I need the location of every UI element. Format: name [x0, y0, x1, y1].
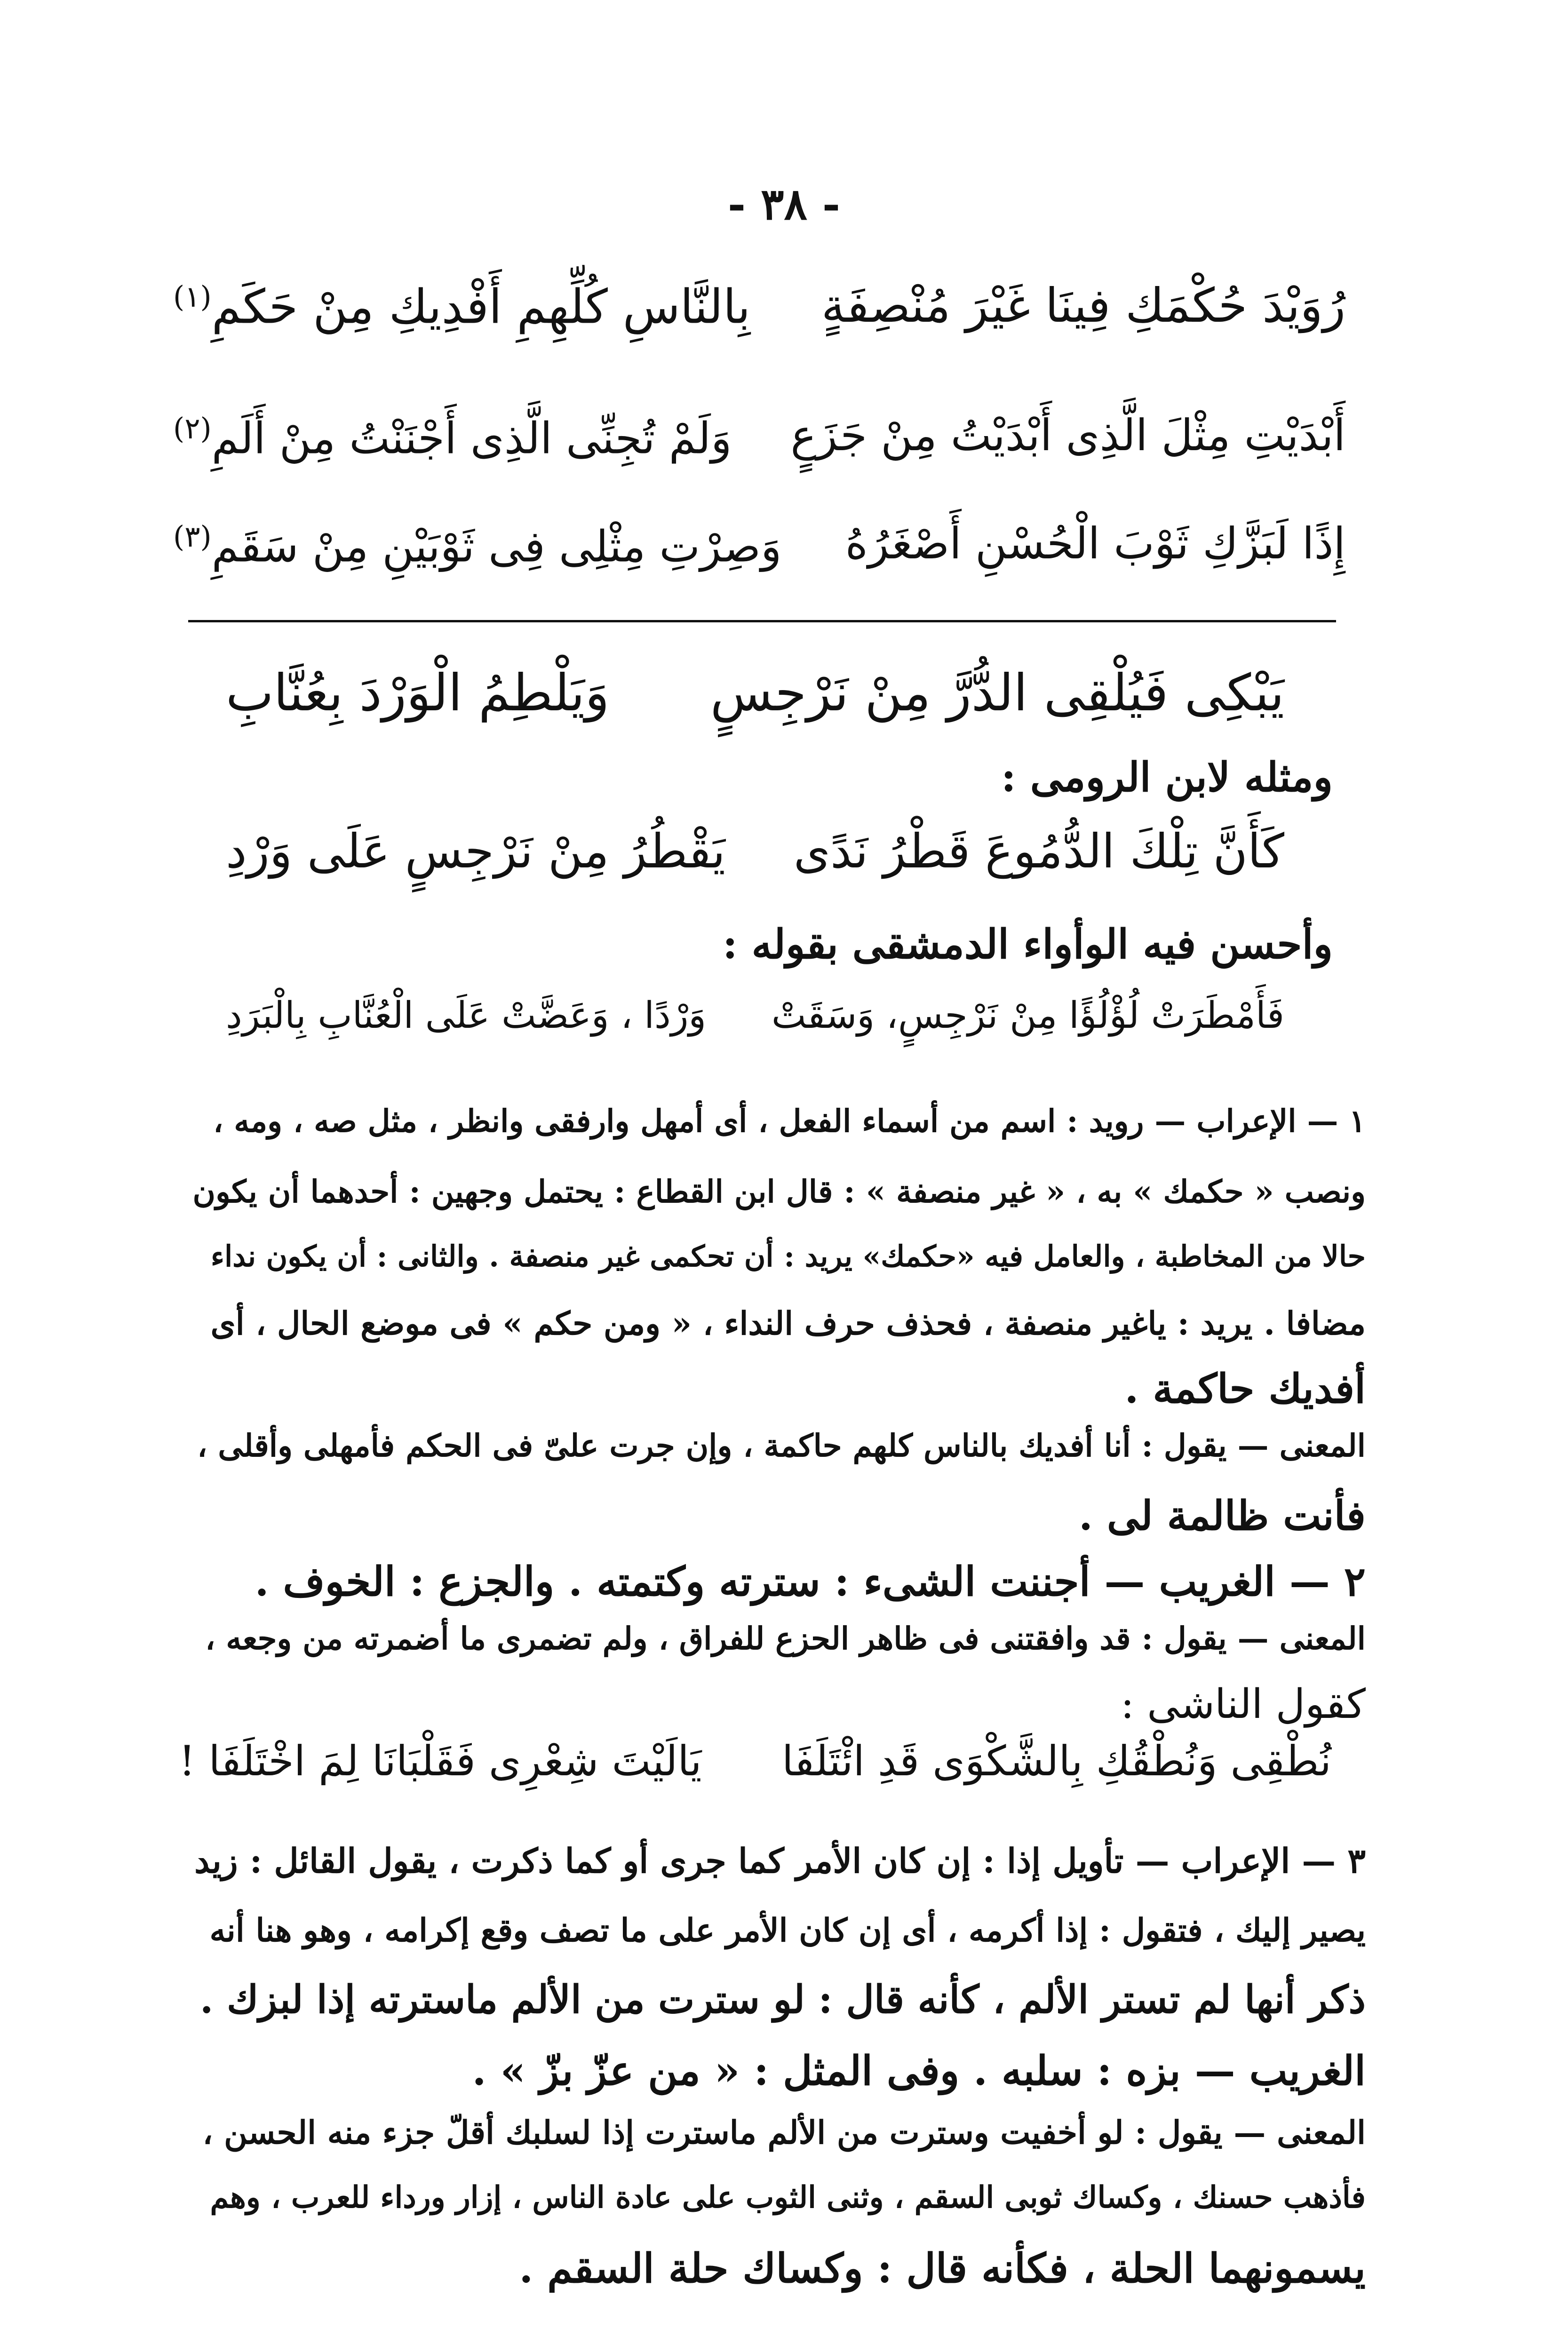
- page-number: - ٣٨ -: [727, 179, 841, 230]
- note-1-line-3: حالا من المخاطبة ، والعامل فيه «حكمك» يريد : أن تحكمى غير منصفة . والثانى : أن يكون نداء: [210, 1239, 1366, 1273]
- verse-3: [169, 518, 1345, 583]
- note-1-line-5: أفديك حاكمة .: [1124, 1365, 1366, 1413]
- quoted-verse-2-right: كَأَنَّ تِلْكَ الدُّمُوعَ قَطْرُ نَدًى: [793, 824, 1284, 879]
- note-2-meaning-line-1: المعنى — يقول : قد وافقتنى فى ظاهر الحزع للفراق ، ولم تضمرى ما أضمرته من وجعه ،: [205, 1620, 1366, 1657]
- footnote-ref-2: (٢): [173, 411, 212, 445]
- verse-3-left-hemistich: [169, 519, 782, 572]
- verse-3-right-hemistich: إِذًا لَبَزَّكِ ثَوْبَ الْحُسْنِ أَصْغَرُهُ: [845, 518, 1345, 569]
- separator-rule: [188, 620, 1336, 622]
- quoted-verse-1-left: وَيَلْطِمُ الْوَرْدَ بِعُنَّابِ: [226, 664, 610, 723]
- verse-2: [169, 410, 1345, 475]
- note-1-line-2: ونصب « حكمك » به ، « غير منصفة » : قال ابن القطاع : يحتمل وجهين : أحدهما أن يكون: [192, 1173, 1366, 1210]
- quoted-verse-2: [226, 824, 1284, 889]
- note-3-meaning-line-1: المعنى — يقول : لو أخفيت وسترت من الألم ماسترت إذا لسلبك أقلّ جزء منه الحسن ،: [202, 2114, 1366, 2152]
- verse-3-left-text: وَصِرْتِ مِثْلِى فِى ثَوْبَيْنِ مِنْ سَقَمِ: [211, 521, 782, 572]
- note-3-line-2: يصير إليك ، فتقول : إذا أكرمه ، أى إن كان الأمر على ما تصف وقع إكرامه ، وهو هنا أنه: [209, 1912, 1366, 1949]
- note-3-line-3: ذكر أنها لم تستر الألم ، كأنه قال : لو سترت من الألم ماسترته إذا لبزك .: [199, 1977, 1366, 2022]
- note-1-line-4: مضافا . يريد : ياغير منصفة ، فحذف حرف النداء ، « ومن حكم » فى موضع الحال ، أى: [210, 1305, 1366, 1343]
- intro-ibn-rumi: ومثله لابن الرومى :: [1001, 754, 1333, 801]
- footnote-ref-3: (٣): [173, 519, 212, 554]
- quoted-verse-3-left: وَرْدًا ، وَعَضَّتْ عَلَى الْعُنَّابِ بِالْبَرَدِ: [226, 994, 707, 1037]
- verse-2-left-text: وَلَمْ تُجِنِّى الَّذِى أَجْنَنْتُ مِنْ أَلَمِ: [211, 413, 732, 464]
- note-2-gloss: ٢ — الغريب — أجننت الشىء : سترته وكتمته . والجزع : الخوف .: [255, 1558, 1366, 1605]
- verse-1-right-hemistich: رُوَيْدَ حُكْمَكِ فِينَا غَيْرَ مُنْصِفَةٍ: [821, 278, 1345, 333]
- note-3-gloss: الغريب — بزه : سلبه . وفى المثل : « من عزّ بزّ » .: [472, 2047, 1366, 2095]
- verse-2-right-hemistich: أَبْدَيْتِ مِثْلَ الَّذِى أَبْدَيْتُ مِنْ جَزَعٍ: [790, 410, 1345, 461]
- note-3-line-1: ٣ — الإعراب — تأويل إذا : إن كان الأمر كما جرى أو كما ذكرت ، يقول القائل : زيد: [194, 1841, 1366, 1881]
- verse-1-left-text: بِالنَّاسِ كُلِّهِمِ أَفْدِيكِ مِنْ حَكَمِ: [211, 279, 751, 334]
- note-1-meaning-line-1: المعنى — يقول : أنا أفديك بالناس كلهم حاكمة ، وإن جرت علىّ فى الحكم فأمهلى وأقلى ،: [197, 1427, 1366, 1464]
- note-1-line-1: ١ — الإعراب — رويد : اسم من أسماء الفعل ، أى أمهل وارفقى وانظر ، مثل صه ، ومه ،: [213, 1103, 1366, 1139]
- note-3-meaning-line-3: يسمونهما الحلة ، فكأنه قال : وكساك حلة السقم .: [519, 2245, 1366, 2292]
- footnote-ref-1: (١): [173, 279, 212, 314]
- intro-wawa: وأحسن فيه الوأواء الدمشقى بقوله :: [722, 921, 1333, 968]
- quoted-verse-1: [226, 664, 1284, 729]
- quoted-verse-1-right: يَبْكِى فَيُلْقِى الدُّرَّ مِنْ نَرْجِسٍ: [710, 664, 1284, 723]
- quoted-verse-2-left: يَقْطُرُ مِنْ نَرْجِسٍ عَلَى وَرْدِ: [226, 824, 726, 879]
- inner-verse: [179, 1737, 1331, 1802]
- note-1-meaning-line-2: فأنت ظالمة لى .: [1078, 1492, 1366, 1540]
- quoted-verse-3-right: فَأَمْطَرَتْ لُؤْلُؤًا مِنْ نَرْجِسٍ، وَسَقَتْ: [771, 994, 1284, 1037]
- inner-verse-left: يَالَيْتَ شِعْرِى فَقَلْبَانَا لِمَ اخْتَلَفَا !: [179, 1737, 702, 1785]
- verse-1-left-hemistich: [169, 279, 751, 334]
- inner-verse-right: نُطْقِى وَنُطْقُكِ بِالشَّكْوَى قَدِ ائْتَلَفَا: [781, 1737, 1331, 1785]
- quoted-verse-3: [226, 994, 1284, 1058]
- verse-1: [169, 278, 1345, 343]
- note-3-meaning-line-2: فأذهب حسنك ، وكساك ثوبى السقم ، وثنى الثوب على عادة الناس ، إزار ورداء للعرب ، وهم: [210, 2180, 1366, 2215]
- note-2-meaning-line-2: كقول الناشى :: [1121, 1681, 1366, 1728]
- verse-2-left-hemistich: [169, 411, 732, 464]
